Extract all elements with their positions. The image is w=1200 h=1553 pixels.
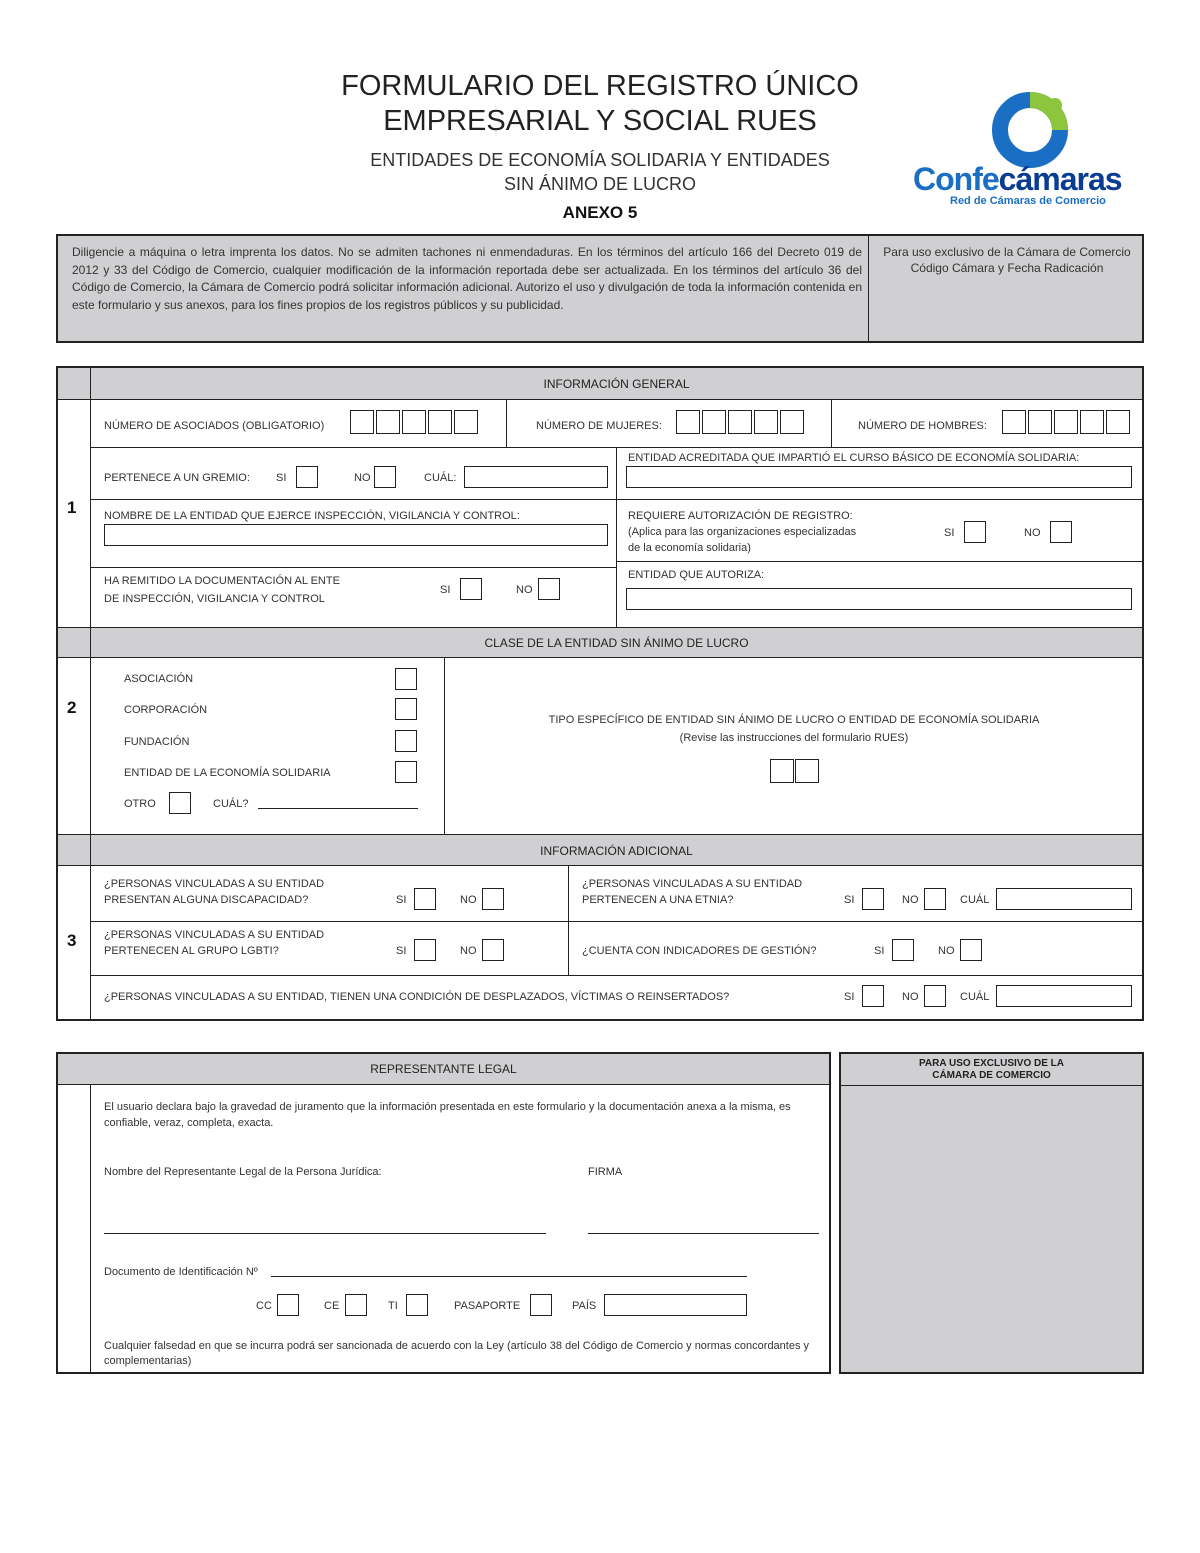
indicators-yes-label: SI — [874, 945, 885, 957]
class-association-checkbox[interactable] — [395, 668, 417, 690]
class-foundation-checkbox[interactable] — [395, 730, 417, 752]
section2-number: 2 — [67, 698, 77, 717]
women-digit-box[interactable] — [702, 410, 726, 434]
office-use-heading-line1: PARA USO EXCLUSIVO DE LA — [918, 1058, 1064, 1069]
q-disability-line1: ¿PERSONAS VINCULADAS A SU ENTIDAD — [104, 878, 325, 890]
sent-docs-label-line1: HA REMITIDO LA DOCUMENTACIÓN AL ENTE — [104, 575, 340, 587]
displaced-which-label: CUÁL — [960, 991, 990, 1003]
doc-type-ti-label: TI — [388, 1300, 398, 1312]
displaced-yes-label: SI — [844, 991, 855, 1003]
section3-heading: INFORMACIÓN ADICIONAL — [540, 844, 693, 858]
guild-yes-checkbox[interactable] — [296, 466, 318, 488]
disability-no-label: NO — [460, 894, 477, 906]
class-corporation-checkbox[interactable] — [395, 698, 417, 720]
form-title-line2: EMPRESARIAL Y SOCIAL RUES — [383, 105, 817, 137]
doc-type-ce-label: CE — [324, 1300, 340, 1312]
logo-name-part1: Confe — [913, 161, 999, 197]
legal-rep-heading: REPRESENTANTE LEGAL — [370, 1062, 517, 1076]
requires-auth-no-checkbox[interactable] — [1050, 521, 1072, 543]
class-other-which-label: CUÁL? — [213, 798, 249, 810]
num-men-label: NÚMERO DE HOMBRES: — [858, 420, 987, 432]
indicators-yes-checkbox[interactable] — [892, 939, 914, 961]
instructions-box — [56, 234, 1144, 343]
doc-type-passport-checkbox[interactable] — [530, 1294, 552, 1316]
legal-rep-name-label: Nombre del Representante Legal de la Persona Jurídica: — [104, 1166, 382, 1178]
num-women-label: NÚMERO DE MUJERES: — [536, 420, 662, 432]
section1-heading: INFORMACIÓN GENERAL — [543, 377, 690, 391]
doc-type-cc-checkbox[interactable] — [277, 1294, 299, 1316]
office-use-line1: Para uso exclusivo de la Cámara de Comercio — [883, 245, 1131, 259]
legal-rep-declaration: El usuario declara bajo la gravedad de juramento que la información presentada en este formulario y la documentación anexa a la misma, es confiable, veraz, completa, exacta. — [104, 1101, 791, 1129]
instructions-text: Diligencie a máquina o letra imprenta los datos. No se admiten tachones ni enmendaduras. En los términos del artículo 166 del Decreto 019 de 2012 y 33 del Código de Comercio, cualquier modificación de la información reportada debe ser actualizada. En los términos del artículo 36 del Código de Comercio, la Cámara de Comercio podrá solicitar información adicional. Autorizo el uso y divulgación de toda la información contenida en este formulario y sus anexos, para los fines propios de los registros públicos y su publicidad. — [72, 245, 862, 312]
accredited-entity-label: ENTIDAD ACREDITADA QUE IMPARTIÓ EL CURSO BÁSICO DE ECONOMÍA SOLIDARIA: — [628, 452, 1080, 464]
specific-type-label: TIPO ESPECÍFICO DE ENTIDAD SIN ÁNIMO DE LUCRO O ENTIDAD DE ECONOMÍA SOLIDARIA — [548, 714, 1040, 726]
class-solidarity-checkbox[interactable] — [395, 761, 417, 783]
requires-auth-label: REQUIERE AUTORIZACIÓN DE REGISTRO: — [628, 510, 853, 522]
logo-name-part2: cámaras — [998, 161, 1122, 197]
form-title-line1: FORMULARIO DEL REGISTRO ÚNICO — [341, 70, 859, 102]
guild-which-input[interactable] — [464, 466, 608, 488]
q-ethnic-line2: PERTENECEN A UNA ETNIA? — [582, 894, 734, 906]
class-other-checkbox[interactable] — [169, 792, 191, 814]
class-option-label: FUNDACIÓN — [124, 736, 190, 748]
displaced-no-label: NO — [902, 991, 919, 1003]
requires-auth-note1: (Aplica para las organizaciones especializadas — [628, 526, 857, 538]
associates-digit-box[interactable] — [454, 410, 478, 434]
legal-rep-name-line[interactable] — [104, 1233, 546, 1234]
doc-type-cc-label: CC — [256, 1300, 272, 1312]
requires-auth-yes-label: SI — [944, 527, 955, 539]
men-digit-box[interactable] — [1002, 410, 1026, 434]
doc-type-ce-checkbox[interactable] — [345, 1294, 367, 1316]
confecamaras-logo — [905, 85, 1155, 215]
q-lgbti-line2: PERTENECEN AL GRUPO LGBTI? — [104, 945, 279, 957]
associates-digit-box[interactable] — [428, 410, 452, 434]
authorizing-entity-input[interactable] — [626, 588, 1132, 610]
supervisor-entity-label: NOMBRE DE LA ENTIDAD QUE EJERCE INSPECCIÓN, VIGILANCIA Y CONTROL: — [104, 510, 520, 522]
class-option-label: ENTIDAD DE LA ECONOMÍA SOLIDARIA — [124, 767, 331, 779]
women-digit-box[interactable] — [754, 410, 778, 434]
section1-number: 1 — [67, 498, 77, 517]
sent-docs-yes-checkbox[interactable] — [460, 578, 482, 600]
associates-digit-box[interactable] — [376, 410, 400, 434]
q-displaced-label: ¿PERSONAS VINCULADAS A SU ENTIDAD, TIENEN UNA CONDICIÓN DE DESPLAZADOS, VÍCTIMAS O REINSERTADOS? — [104, 991, 730, 1003]
legal-rep-box — [56, 1052, 831, 1374]
main-sections — [56, 366, 1144, 1021]
accredited-entity-input[interactable] — [626, 466, 1132, 488]
q-lgbti-line1: ¿PERSONAS VINCULADAS A SU ENTIDAD — [104, 929, 325, 941]
sent-docs-label-line2: DE INSPECCIÓN, VIGILANCIA Y CONTROL — [104, 593, 325, 605]
ethnic-yes-label: SI — [844, 894, 855, 906]
specific-type-note: (Revise las instrucciones del formulario RUES) — [679, 732, 909, 744]
ethnic-yes-checkbox[interactable] — [862, 888, 884, 910]
associates-digit-box[interactable] — [350, 410, 374, 434]
class-other-which-line[interactable] — [258, 808, 418, 809]
q-ethnic-line1: ¿PERSONAS VINCULADAS A SU ENTIDAD — [582, 878, 803, 890]
requires-auth-no-label: NO — [1024, 527, 1041, 539]
men-digit-box[interactable] — [1028, 410, 1052, 434]
women-digit-box[interactable] — [728, 410, 752, 434]
authorizing-entity-label: ENTIDAD QUE AUTORIZA: — [628, 569, 765, 581]
office-use-box — [839, 1052, 1144, 1374]
q-indicators-label: ¿CUENTA CON INDICADORES DE GESTIÓN? — [582, 945, 817, 957]
country-input[interactable] — [604, 1294, 747, 1316]
ethnic-no-checkbox[interactable] — [924, 888, 946, 910]
sent-docs-yes-label: SI — [440, 584, 451, 596]
lgbti-yes-label: SI — [396, 945, 407, 957]
office-use-heading-line2: CÁMARA DE COMERCIO — [932, 1070, 1051, 1081]
section2-heading: CLASE DE LA ENTIDAD SIN ÁNIMO DE LUCRO — [484, 636, 749, 650]
guild-no-label: NO — [354, 472, 371, 484]
ethnic-no-label: NO — [902, 894, 919, 906]
indicators-no-label: NO — [938, 945, 955, 957]
specific-type-digit-box[interactable] — [770, 759, 794, 783]
lgbti-yes-checkbox[interactable] — [414, 939, 436, 961]
lgbti-no-label: NO — [460, 945, 477, 957]
men-digit-box[interactable] — [1106, 410, 1130, 434]
indicators-no-checkbox[interactable] — [960, 939, 982, 961]
id-document-line[interactable] — [271, 1276, 747, 1277]
displaced-yes-checkbox[interactable] — [862, 985, 884, 1007]
displaced-no-checkbox[interactable] — [924, 985, 946, 1007]
sent-docs-no-checkbox[interactable] — [538, 578, 560, 600]
class-option-label: ASOCIACIÓN — [124, 673, 194, 685]
class-option-label: CORPORACIÓN — [124, 704, 208, 716]
signature-label: FIRMA — [588, 1166, 623, 1178]
men-digit-box[interactable] — [1054, 410, 1078, 434]
lgbti-no-checkbox[interactable] — [482, 939, 504, 961]
signature-line[interactable] — [588, 1233, 819, 1234]
doc-type-ti-checkbox[interactable] — [406, 1294, 428, 1316]
requires-auth-yes-checkbox[interactable] — [964, 521, 986, 543]
guild-yes-label: SI — [276, 472, 287, 484]
displaced-which-input[interactable] — [996, 985, 1132, 1007]
disability-no-checkbox[interactable] — [482, 888, 504, 910]
form-subtitle-line1: ENTIDADES DE ECONOMÍA SOLIDARIA Y ENTIDADES — [370, 150, 830, 170]
country-label: PAÍS — [572, 1300, 597, 1312]
women-digit-box[interactable] — [676, 410, 700, 434]
q-disability-line2: PRESENTAN ALGUNA DISCAPACIDAD? — [104, 894, 309, 906]
disability-yes-label: SI — [396, 894, 407, 906]
doc-type-passport-label: PASAPORTE — [454, 1300, 521, 1312]
belongs-guild-label: PERTENECE A UN GREMIO: — [104, 472, 250, 484]
logo-tagline: Red de Cámaras de Comercio — [950, 195, 1106, 207]
legal-rep-footer: Cualquier falsedad en que se incurra podrá ser sancionada de acuerdo con la Ley (artículo 38 del Código de Comercio y normas concordantes y complementarias) — [104, 1340, 810, 1367]
ethnic-which-input[interactable] — [996, 888, 1132, 910]
ethnic-which-label: CUÁL — [960, 894, 990, 906]
id-document-label: Documento de Identificación Nº — [104, 1266, 258, 1278]
disability-yes-checkbox[interactable] — [414, 888, 436, 910]
specific-type-digit-box[interactable] — [795, 759, 819, 783]
guild-which-label: CUÁL: — [424, 472, 457, 484]
class-other-label: OTRO — [124, 798, 156, 810]
section3-number: 3 — [67, 931, 77, 950]
annex-label: ANEXO 5 — [562, 203, 638, 222]
supervisor-entity-input[interactable] — [104, 524, 608, 546]
form-subtitle-line2: SIN ÁNIMO DE LUCRO — [503, 174, 697, 194]
requires-auth-note2: de la economía solidaria) — [628, 542, 751, 554]
associates-digit-box[interactable] — [402, 410, 426, 434]
sent-docs-no-label: NO — [516, 584, 533, 596]
women-digit-box[interactable] — [780, 410, 804, 434]
num-associates-label: NÚMERO DE ASOCIADOS (OBLIGATORIO) — [104, 420, 325, 432]
men-digit-box[interactable] — [1080, 410, 1104, 434]
office-use-line2: Código Cámara y Fecha Radicación — [910, 261, 1104, 275]
guild-no-checkbox[interactable] — [374, 466, 396, 488]
